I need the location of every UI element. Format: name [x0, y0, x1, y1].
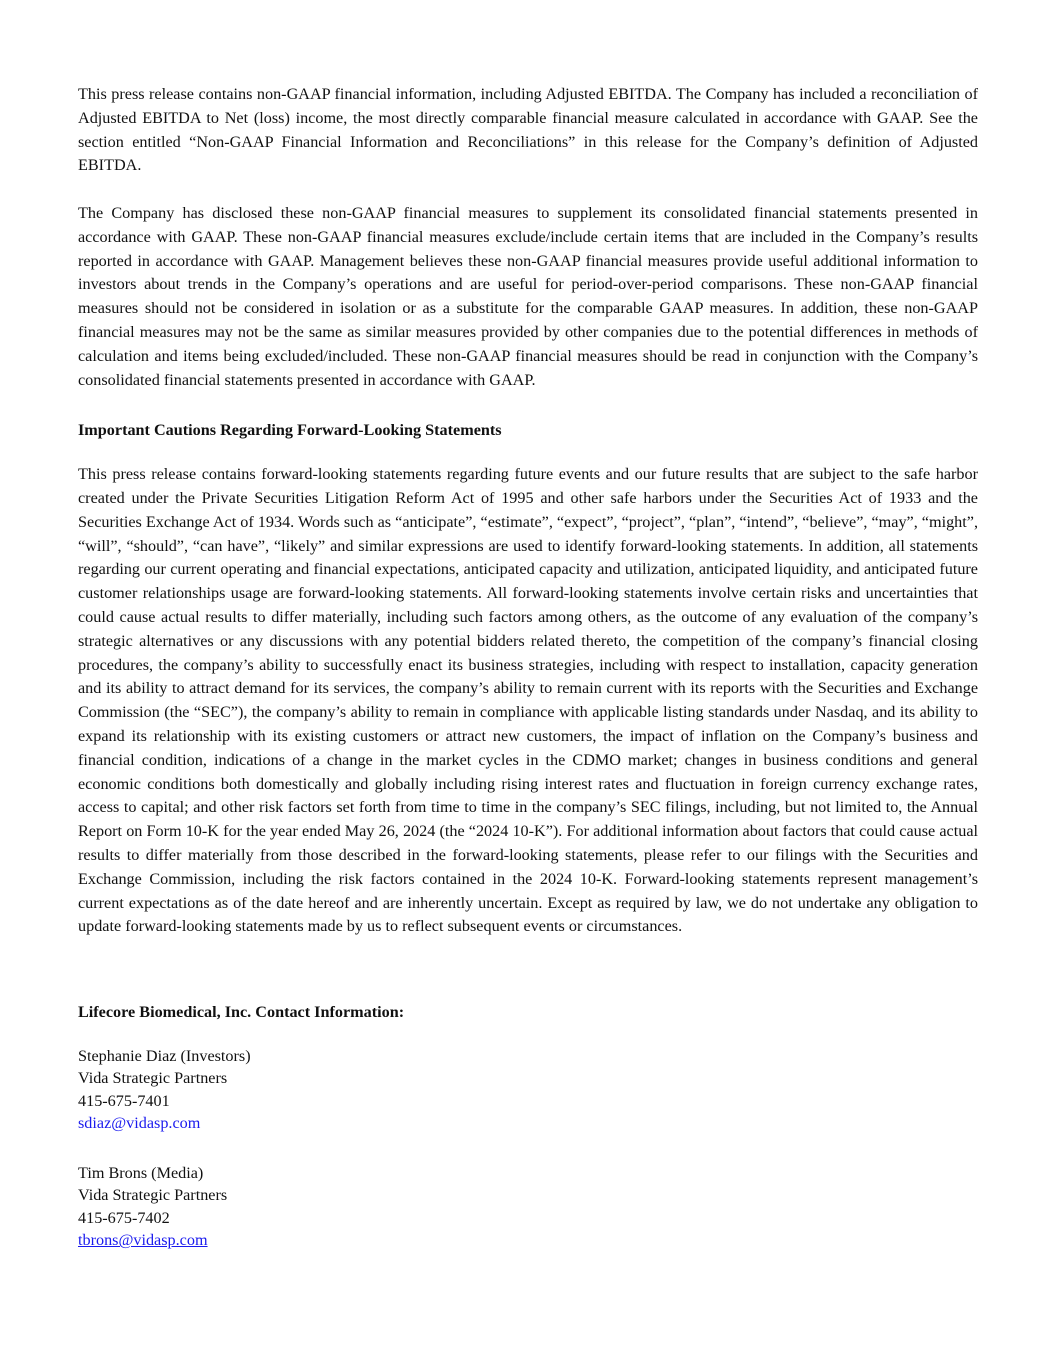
contact-heading: Lifecore Biomedical, Inc. Contact Information: [78, 1003, 405, 1022]
contact-org: Vida Strategic Partners [78, 1186, 228, 1205]
document-body [78, 83, 978, 1252]
contact-name: Stephanie Diaz (Investors) [78, 1046, 251, 1065]
non-gaap-intro-paragraph: This press release contains non-GAAP financial information, including Adjusted EBITDA. The Company has included a reconciliation of Adjusted EBITDA to Net (loss) income, the most directly comparable financial measure calculated in accordance with GAAP. See the section entitled “Non-GAAP Financial Information and Reconciliations” in this release for the Company’s definition of Adjusted EBITDA. [78, 85, 978, 175]
contact-phone: 415-675-7402 [78, 1208, 170, 1227]
forward-looking-heading: Important Cautions Regarding Forward-Looking Statements [78, 421, 502, 440]
investor-contact [78, 1045, 978, 1135]
contact-phone: 415-675-7401 [78, 1091, 170, 1110]
contact-org: Vida Strategic Partners [78, 1069, 228, 1088]
non-gaap-disclosure-paragraph: The Company has disclosed these non-GAAP financial measures to supplement its consolidated financial statements presented in accordance with GAAP. These non-GAAP financial measures exclude/include certain items that are included in the Company’s results reported in accordance with GAAP. Management believes these non-GAAP financial measures provide useful additional information to investors about trends in the Company’s operations and are useful for period-over-period comparisons. These non-GAAP financial measures should not be considered in isolation or as a substitute for the comparable GAAP measures. In addition, these non-GAAP financial measures may not be the same as similar measures provided by other companies due to the potential differences in methods of calculation and items being excluded/included. These non-GAAP financial measures should be read in conjunction with the Company’s consolidated financial statements presented in accordance with GAAP. [78, 203, 978, 389]
contact-name: Tim Brons (Media) [78, 1163, 204, 1182]
forward-looking-paragraph: This press release contains forward-looking statements regarding future events and our future results that are subject to the safe harbor created under the Private Securities Litigation Reform Act of 1995 and other safe harbors under the Securities Act of 1933 and the Securities Exchange Act of 1934. Words such as “anticipate”, “estimate”, “expect”, “project”, “plan”, “intend”, “believe”, “may”, “might”, “will”, “should”, “can have”, “likely” and similar expressions are used to identify forward-looking statements. In addition, all statements regarding our current operating and financial expectations, anticipated capacity and utilization, anticipated liquidity, and anticipated future customer relationships usage are forward-looking statements. All forward-looking statements involve certain risks and uncertainties that could cause actual results to differ materially, including such factors among others, as the outcome of any evaluation of the company’s strategic alternatives or any discussions with any potential bidders related thereto, the competition of the company’s financial closing procedures, the company’s ability to successfully enact its business strategies, including with respect to installation, capacity generation and its ability to attract demand for its services, the company’s ability to remain current with its reports with the Securities and Exchange Commission (the “SEC”), the company’s ability to remain in compliance with applicable listing standards under Nasdaq, and its ability to expand its relationship with its existing customers or attract new customers, the impact of inflation on the Company’s business and financial condition, indications of a change in the market cycles in the CDMO market; changes in business conditions and general economic conditions both domestically and globally including rising interest rates and fluctuation in foreign currency exchange rates, access to capital; and other risk factors set forth from time to time in the company’s SEC filings, including, but not limited to, the Annual Report on Form 10-K for the year ended May 26, 2024 (the “2024 10-K”). For additional information about factors that could cause actual results to differ materially from those described in the forward-looking statements, please refer to our filings with the Securities and Exchange Commission, including the risk factors contained in the 2024 10-K. Forward-looking statements represent management’s current expectations as of the date hereof and are inherently uncertain. Except as required by law, we do not undertake any obligation to update forward-looking statements made by us to reflect subsequent events or circumstances. [78, 465, 979, 936]
media-email-link[interactable]: tbrons@vidasp.com [78, 1231, 208, 1250]
media-contact [78, 1162, 978, 1252]
investor-email-link[interactable]: sdiaz@vidasp.com [78, 1114, 201, 1133]
